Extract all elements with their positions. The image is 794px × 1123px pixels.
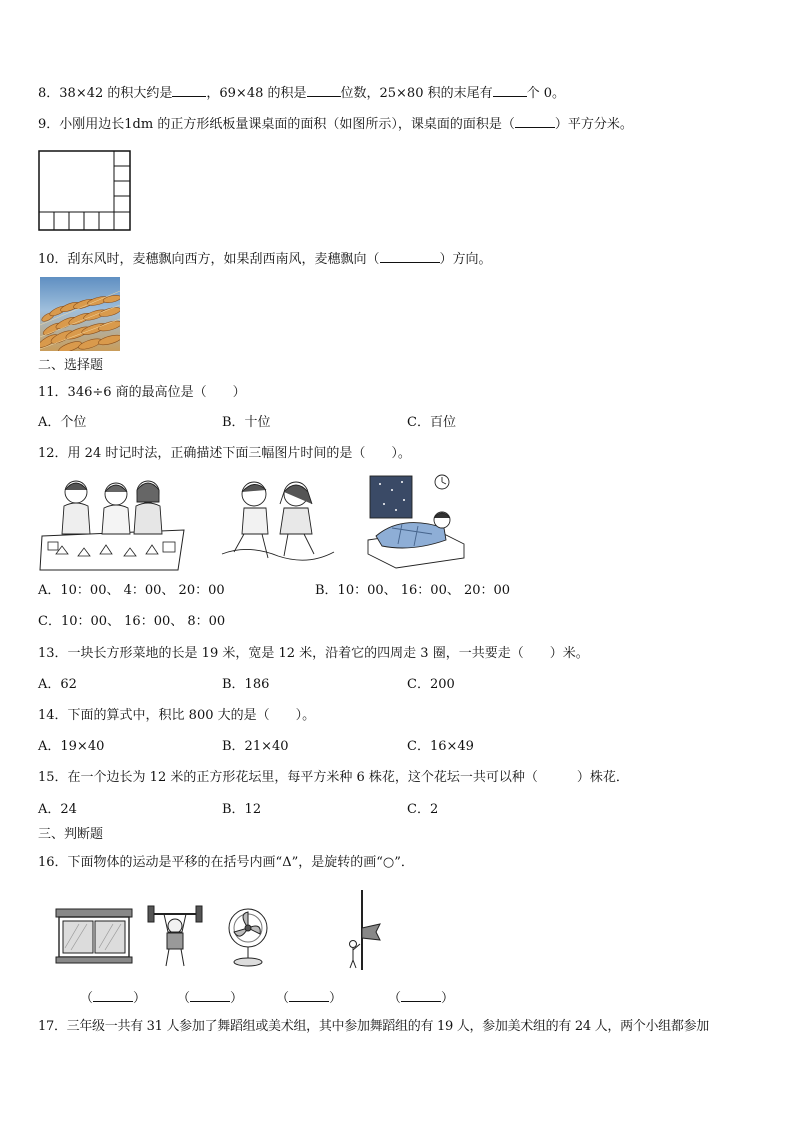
- answer-slot-3[interactable]: （ ）: [276, 987, 342, 1006]
- blank[interactable]: [493, 83, 527, 97]
- option-b[interactable]: B．12: [222, 802, 262, 817]
- electric-fan-picture: [224, 906, 272, 968]
- option-a[interactable]: A．62: [38, 677, 77, 692]
- option-b[interactable]: B．10：00、 16：00、 20：00: [315, 583, 511, 598]
- wheat-photo: [40, 277, 120, 351]
- blank[interactable]: [307, 83, 341, 97]
- option-c[interactable]: C．2: [407, 802, 439, 817]
- section-3-title: 三、判断题: [38, 827, 104, 842]
- desk-grid-figure: [38, 150, 132, 232]
- option-b[interactable]: B．186: [222, 677, 270, 692]
- question-11: 11．346÷6 商的最高位是（ ）: [38, 385, 246, 400]
- option-b[interactable]: B．十位: [222, 415, 271, 430]
- option-c[interactable]: C．10：00、 16：00、 8：00: [38, 614, 226, 629]
- blank[interactable]: [515, 114, 555, 128]
- option-b[interactable]: B．21×40: [222, 739, 289, 754]
- option-a[interactable]: A．19×40: [38, 739, 105, 754]
- option-c[interactable]: C．16×49: [407, 739, 474, 754]
- question-12: 12．用 24 时记时法，正确描述下面三幅图片时间的是（ ）。: [38, 446, 411, 461]
- option-a[interactable]: A．24: [38, 802, 77, 817]
- option-c[interactable]: C．百位: [407, 415, 456, 430]
- question-9: 9．小刚用边长1dm 的正方形纸板量课桌面的面积（如图所示），课桌面的面积是（ ）平方分米。: [38, 114, 633, 134]
- question-14: 14．下面的算式中，积比 800 大的是（ ）。: [38, 708, 316, 723]
- answer-slot-4[interactable]: （ ）: [388, 987, 454, 1006]
- children-running-picture: [218, 474, 338, 572]
- child-sleeping-picture: [362, 470, 468, 570]
- answer-slot-2[interactable]: （ ）: [177, 987, 243, 1006]
- sliding-window-picture: [55, 908, 133, 964]
- children-folding-paper-picture: [38, 474, 188, 572]
- question-13: 13．一块长方形菜地的长是 19 米，宽是 12 米，沿着它的四周走 3 圈，一共要走（ ）米。: [38, 646, 589, 661]
- blank[interactable]: [380, 249, 440, 263]
- question-15: 15．在一个边长为 12 米的正方形花坛里，每平方米种 6 株花，这个花坛一共可以种（ ）株花．: [38, 770, 629, 785]
- question-17: 17．三年级一共有 31 人参加了舞蹈组或美术组，其中参加舞蹈组的有 19 人，参加美术组的有 24 人，两个小组都参加: [38, 1019, 709, 1034]
- blank[interactable]: [172, 83, 206, 97]
- section-2-title: 二、选择题: [38, 358, 104, 373]
- question-8: 8．38×42 的积大约是 ，69×48 的积是 位数，25×80 积的末尾有 个 0。: [38, 83, 565, 103]
- option-a[interactable]: A．个位: [38, 415, 87, 430]
- question-16: 16．下面物体的运动是平移的在括号内画“Δ”，是旋转的画“○”．: [38, 855, 414, 870]
- option-a[interactable]: A．10：00、 4：00、 20：00: [38, 583, 225, 598]
- flag-raising-picture: [340, 888, 386, 972]
- option-c[interactable]: C．200: [407, 677, 455, 692]
- question-10: 10．刮东风时，麦穗飘向西方，如果刮西南风，麦穗飘向（ ）方向。: [38, 249, 492, 269]
- answer-slot-1[interactable]: （ ）: [80, 987, 146, 1006]
- weightlifter-picture: [146, 902, 204, 968]
